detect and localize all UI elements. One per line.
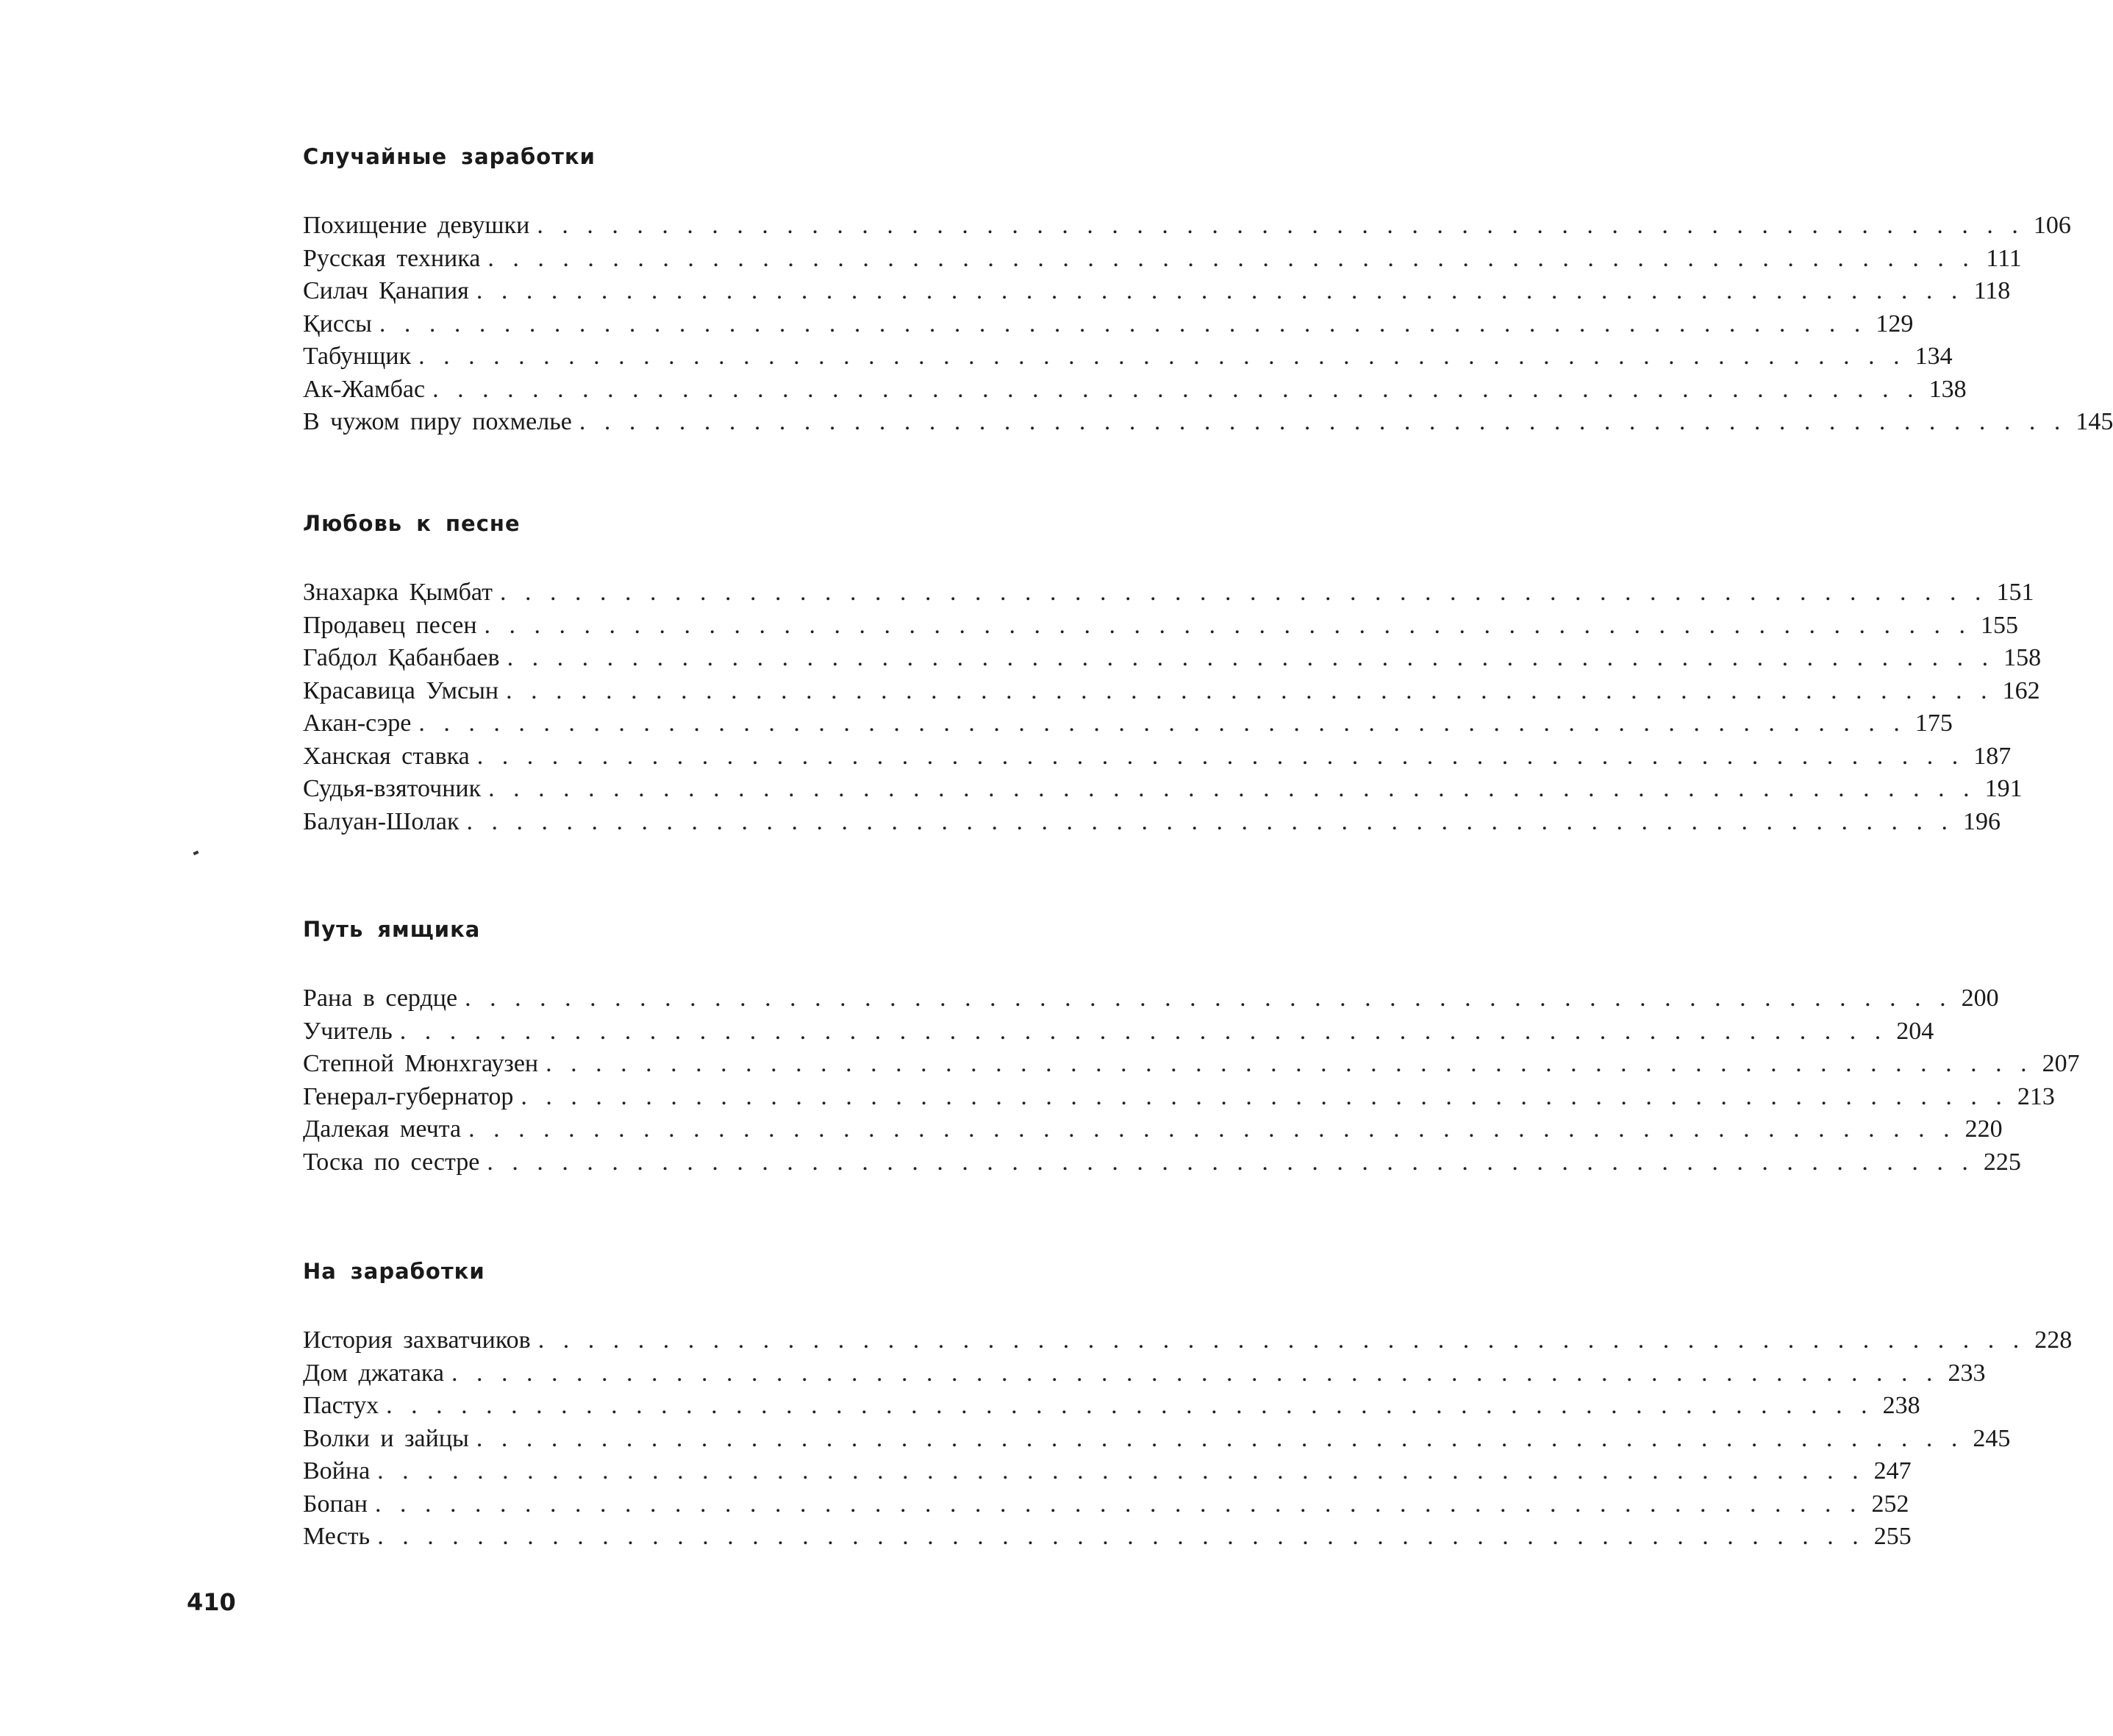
section-title: Путь ямщика xyxy=(303,917,481,942)
dot-leader: . . . . . . . . . . . . . . . . . . . . . . . . . . . . . . . . . . . . . . . . . . . . . . . . . . . . . . . . . . . . xyxy=(521,1082,2002,1110)
toc-entry[interactable] xyxy=(303,806,2001,839)
entry-page-number: 220 xyxy=(1964,1115,2003,1143)
section-title: Любовь к песне xyxy=(303,511,521,536)
dot-leader: . . . . . . . . . . . . . . . . . . . . . . . . . . . . . . . . . . . . . . . . . . . . . . . . . . . . . . . . . . . . xyxy=(476,742,1959,770)
toc-entry[interactable] xyxy=(303,374,1967,407)
entry-title: Ханская ставка xyxy=(303,742,470,770)
entry-page-number: 106 xyxy=(2033,212,2071,239)
dot-leader: . . . . . . . . . . . . . . . . . . . . . . . . . . . . . . . . . . . . . . . . . . . . . . . . . . . . . . . . . . . . xyxy=(506,676,1987,704)
dot-leader: . . . . . . . . . . . . . . . . . . . . . . . . . . . . . . . . . . . . . . . . . . . . . . . . . . . . . . . . . . . . xyxy=(546,1050,2027,1077)
dot-leader: . . . . . . . . . . . . . . . . . . . . . . . . . . . . . . . . . . . . . . . . . . . . . . . . . . . . . . . . . . . . xyxy=(487,244,1969,272)
page-number: 410 xyxy=(187,1588,236,1616)
entry-title: Судья-взяточник xyxy=(303,775,482,802)
entry-page-number: 228 xyxy=(2034,1326,2073,1354)
toc-entry[interactable] xyxy=(303,675,2040,708)
section-title: Случайные заработки xyxy=(303,144,596,169)
toc-entry[interactable] xyxy=(303,1324,2073,1357)
dot-leader: . . . . . . . . . . . . . . . . . . . . . . . . . . . . . . . . . . . . . . . . . . . . . . . . . . . . . . . . . . . . xyxy=(499,579,1981,606)
entry-page-number: 134 xyxy=(1914,343,1953,370)
entry-title: Рана в сердце xyxy=(303,985,458,1012)
toc-section-3 xyxy=(303,915,2080,1179)
entry-title: Акан-сэре xyxy=(303,710,412,737)
toc-entry[interactable] xyxy=(303,610,2019,643)
toc-entry-list xyxy=(303,982,2080,1179)
entry-title: Габдол Қабанбаев xyxy=(303,644,500,671)
toc-section-1 xyxy=(303,142,2113,439)
entry-title: Ак-Жамбас xyxy=(303,375,426,403)
entry-title: Волки и зайцы xyxy=(303,1424,469,1452)
toc-section-4 xyxy=(303,1257,2073,1554)
entry-title: В чужом пиру похмелье xyxy=(303,408,572,435)
toc-section-2 xyxy=(303,509,2042,838)
toc-entry[interactable] xyxy=(303,982,1999,1015)
dot-leader: . . . . . . . . . . . . . . . . . . . . . . . . . . . . . . . . . . . . . . . . . . . . . . . . . . . . . . . . . . . . xyxy=(484,611,1966,639)
dot-leader: . . . . . . . . . . . . . . . . . . . . . . . . . . . . . . . . . . . . . . . . . . . . . . . . . . . . . . . . . . . . xyxy=(466,807,1948,835)
toc-entry-list xyxy=(303,576,2042,838)
toc-entry[interactable] xyxy=(303,1455,1912,1488)
entry-title: Война xyxy=(303,1457,371,1485)
entry-page-number: 225 xyxy=(1983,1148,2021,1176)
toc-entry[interactable] xyxy=(303,1146,2021,1179)
dot-leader: . . . . . . . . . . . . . . . . . . . . . . . . . . . . . . . . . . . . . . . . . . . . . . . . . . . . . . . . . . . . xyxy=(432,375,1914,403)
toc-entry[interactable] xyxy=(303,308,1914,341)
entry-title: Русская техника xyxy=(303,244,481,272)
entry-title: Знахарка Қымбат xyxy=(303,579,493,606)
entry-title: История захватчиков xyxy=(303,1326,531,1354)
dot-leader: . . . . . . . . . . . . . . . . . . . . . . . . . . . . . . . . . . . . . . . . . . . . . . . . . . . . . . . . . . . . xyxy=(377,1523,1859,1550)
entry-page-number: 255 xyxy=(1873,1523,1912,1550)
dot-leader: . . . . . . . . . . . . . . . . . . . . . . . . . . . . . . . . . . . . . . . . . . . . . . . . . . . . . . . . . . . . xyxy=(537,1326,2020,1354)
dot-leader: . . . . . . . . . . . . . . . . . . . . . . . . . . . . . . . . . . . . . . . . . . . . . . . . . . . . . . . . . . . . xyxy=(418,343,1900,370)
dot-leader: . . . . . . . . . . . . . . . . . . . . . . . . . . . . . . . . . . . . . . . . . . . . . . . . . . . . . . . . . . . . xyxy=(507,644,1989,671)
dot-leader: . . . . . . . . . . . . . . . . . . . . . . . . . . . . . . . . . . . . . . . . . . . . . . . . . . . . . . . . . . . . xyxy=(399,1017,1881,1045)
entry-page-number: 196 xyxy=(1962,807,2001,835)
toc-entry[interactable] xyxy=(303,243,2022,276)
toc-entry[interactable] xyxy=(303,1488,1909,1521)
toc-entry[interactable] xyxy=(303,1081,2055,1114)
entry-title: Степной Мюнхгаузен xyxy=(303,1050,539,1077)
entry-page-number: 187 xyxy=(1973,742,2012,770)
toc-entry[interactable] xyxy=(303,1390,1920,1423)
dot-leader: . . . . . . . . . . . . . . . . . . . . . . . . . . . . . . . . . . . . . . . . . . . . . . . . . . . . . . . . . . . . xyxy=(465,985,1946,1012)
dot-leader: . . . . . . . . . . . . . . . . . . . . . . . . . . . . . . . . . . . . . . . . . . . . . . . . . . . . . . . . . . . . xyxy=(468,1115,1950,1143)
entry-title: Бопан xyxy=(303,1490,368,1518)
dot-leader: . . . . . . . . . . . . . . . . . . . . . . . . . . . . . . . . . . . . . . . . . . . . . . . . . . . . . . . . . . . . xyxy=(487,1148,1968,1176)
entry-title: Продавец песен xyxy=(303,611,477,639)
entry-page-number: 162 xyxy=(2002,676,2040,704)
entry-title: Тоска по сестре xyxy=(303,1148,480,1176)
entry-page-number: 238 xyxy=(1882,1392,1920,1419)
toc-entry[interactable] xyxy=(303,1521,1912,1554)
entry-title: Табунщик xyxy=(303,343,412,370)
entry-page-number: 233 xyxy=(1948,1359,1986,1387)
entry-page-number: 175 xyxy=(1914,710,1953,737)
print-speck xyxy=(193,851,199,856)
entry-title: Пастух xyxy=(303,1392,379,1419)
dot-leader: . . . . . . . . . . . . . . . . . . . . . . . . . . . . . . . . . . . . . . . . . . . . . . . . . . . . . . . . . . . . xyxy=(379,310,1861,337)
section-title: На заработки xyxy=(303,1259,485,1284)
toc-entry[interactable] xyxy=(303,210,2071,243)
entry-title: Красавица Умсын xyxy=(303,676,499,704)
entry-page-number: 191 xyxy=(1984,775,2023,802)
toc-entry[interactable] xyxy=(303,406,2113,439)
dot-leader: . . . . . . . . . . . . . . . . . . . . . . . . . . . . . . . . . . . . . . . . . . . . . . . . . . . . . . . . . . . . xyxy=(418,710,1900,737)
toc-entry[interactable] xyxy=(303,642,2042,675)
entry-title: Дом джатака xyxy=(303,1359,445,1387)
dot-leader: . . . . . . . . . . . . . . . . . . . . . . . . . . . . . . . . . . . . . . . . . . . . . . . . . . . . . . . . . . . . xyxy=(488,775,1970,802)
toc-entry[interactable] xyxy=(303,773,2023,806)
toc-entry[interactable] xyxy=(303,340,1953,374)
entry-page-number: 245 xyxy=(1973,1424,2011,1452)
entry-title: Генерал-губернатор xyxy=(303,1082,514,1110)
entry-page-number: 138 xyxy=(1928,375,1967,403)
toc-entry[interactable] xyxy=(303,707,1953,740)
entry-page-number: 204 xyxy=(1896,1017,1934,1045)
toc-entry[interactable] xyxy=(303,576,2034,610)
entry-page-number: 247 xyxy=(1873,1457,1912,1485)
toc-entry[interactable] xyxy=(303,1423,2011,1456)
dot-leader: . . . . . . . . . . . . . . . . . . . . . . . . . . . . . . . . . . . . . . . . . . . . . . . . . . . . . . . . . . . . xyxy=(476,277,1958,304)
entry-title: Балуан-Шолак xyxy=(303,807,460,835)
toc-entry[interactable] xyxy=(303,1048,2080,1081)
entry-title: Далекая мечта xyxy=(303,1115,462,1143)
toc-entry[interactable] xyxy=(303,1113,2003,1146)
dot-leader: . . . . . . . . . . . . . . . . . . . . . . . . . . . . . . . . . . . . . . . . . . . . . . . . . . . . . . . . . . . . xyxy=(377,1457,1859,1485)
entry-page-number: 118 xyxy=(1973,277,2011,304)
toc-entry-list xyxy=(303,1324,2073,1554)
dot-leader: . . . . . . . . . . . . . . . . . . . . . . . . . . . . . . . . . . . . . . . . . . . . . . . . . . . . . . . . . . . . xyxy=(537,212,2018,239)
dot-leader: . . . . . . . . . . . . . . . . . . . . . . . . . . . . . . . . . . . . . . . . . . . . . . . . . . . . . . . . . . . . xyxy=(375,1490,1856,1518)
entry-page-number: 129 xyxy=(1876,310,1914,337)
entry-page-number: 155 xyxy=(1981,611,2019,639)
toc-entry-list xyxy=(303,210,2113,439)
toc-entry[interactable] xyxy=(303,740,2012,774)
toc-entry[interactable] xyxy=(303,275,2011,308)
entry-page-number: 200 xyxy=(1961,985,1999,1012)
toc-entry[interactable] xyxy=(303,1357,1986,1390)
entry-page-number: 207 xyxy=(2042,1050,2080,1077)
entry-page-number: 111 xyxy=(1986,244,2022,272)
entry-page-number: 158 xyxy=(2003,644,2042,671)
dot-leader: . . . . . . . . . . . . . . . . . . . . . . . . . . . . . . . . . . . . . . . . . . . . . . . . . . . . . . . . . . . . xyxy=(476,1424,1958,1452)
dot-leader: . . . . . . . . . . . . . . . . . . . . . . . . . . . . . . . . . . . . . . . . . . . . . . . . . . . . . . . . . . . . xyxy=(451,1359,1933,1387)
entry-title: Похищение девушки xyxy=(303,212,530,239)
entry-title: Қиссы xyxy=(303,310,372,337)
dot-leader: . . . . . . . . . . . . . . . . . . . . . . . . . . . . . . . . . . . . . . . . . . . . . . . . . . . . . . . . . . . . xyxy=(386,1392,1867,1419)
entry-title: Силач Қанапия xyxy=(303,277,469,304)
toc-entry[interactable] xyxy=(303,1015,1934,1049)
entry-page-number: 151 xyxy=(1996,579,2034,606)
entry-page-number: 213 xyxy=(2017,1082,2055,1110)
entry-title: Месть xyxy=(303,1523,371,1550)
entry-title: Учитель xyxy=(303,1017,393,1045)
entry-page-number: 145 xyxy=(2076,408,2113,435)
entry-page-number: 252 xyxy=(1871,1490,1909,1518)
dot-leader: . . . . . . . . . . . . . . . . . . . . . . . . . . . . . . . . . . . . . . . . . . . . . . . . . . . . . . . . . . . . xyxy=(579,408,2061,435)
